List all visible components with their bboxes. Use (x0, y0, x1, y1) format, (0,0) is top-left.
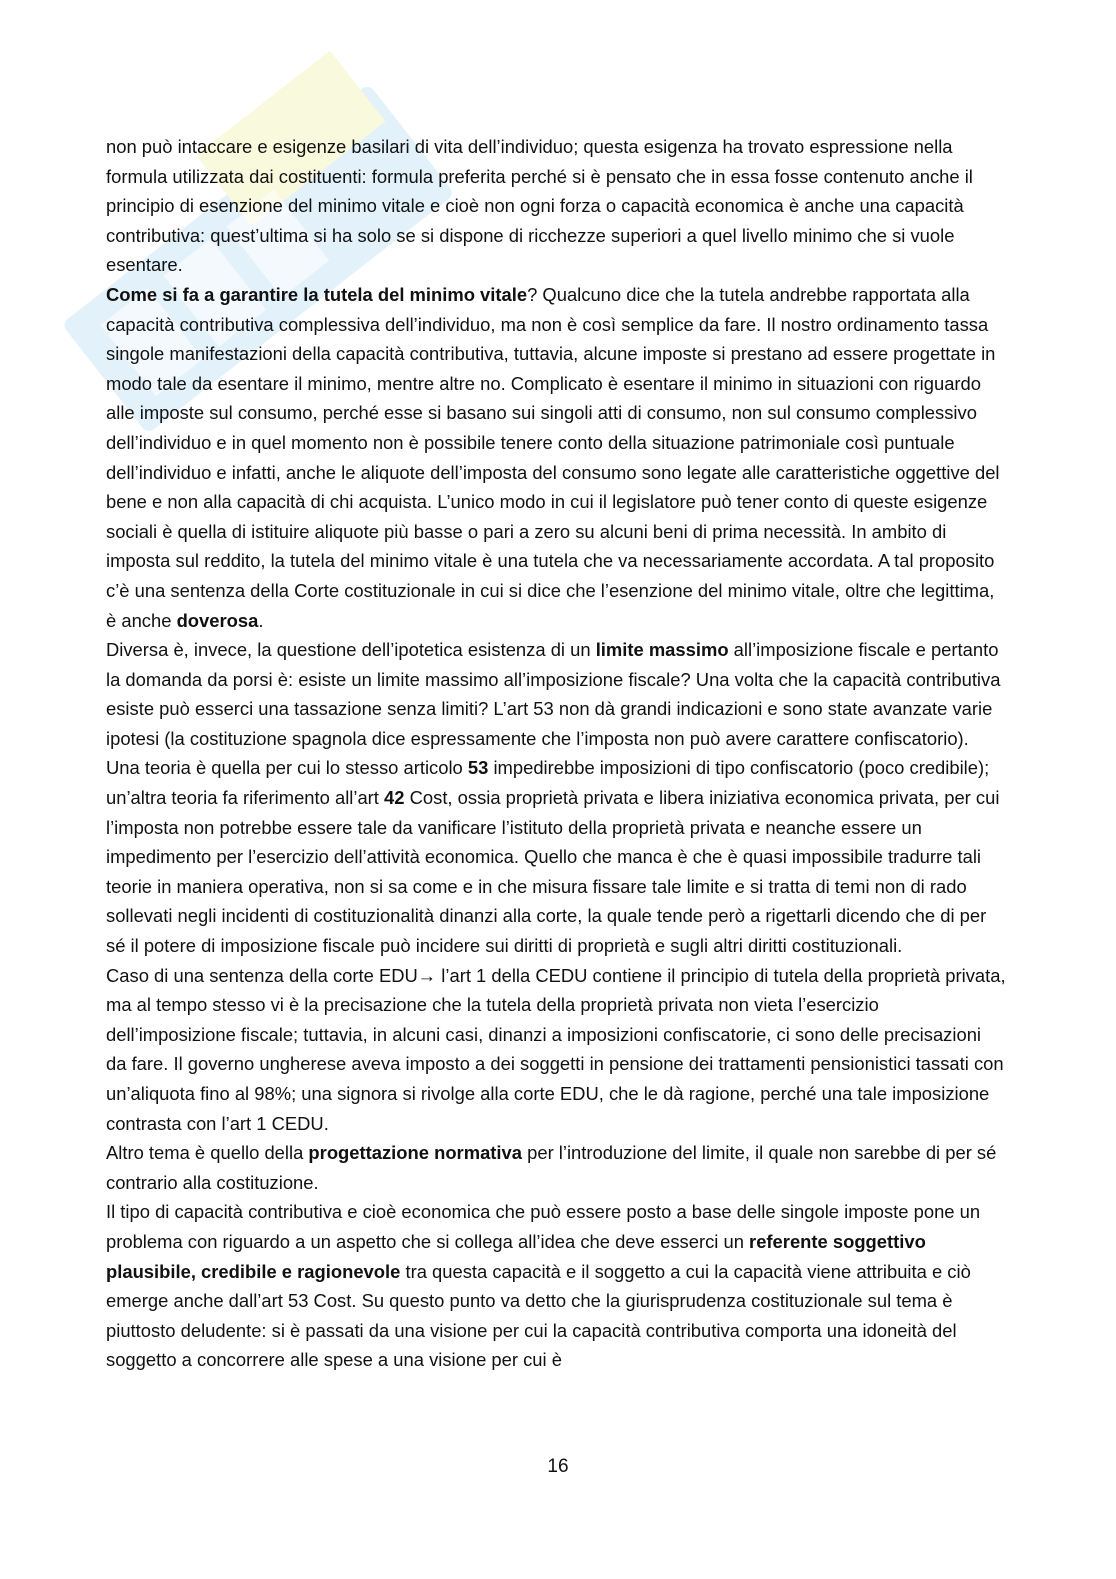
text-run: Il tipo di capacità contributiva e cioè economica che può essere posto a base delle singole imposte pone un problema con riguardo a un aspetto che si collega all’idea che deve esserci un (106, 1201, 981, 1252)
text-run: ? Qualcuno dice che la tutela andrebbe rapportata alla capacità contributiva complessiva dell’individuo, ma non è così semplice da fare. Il nostro ordinamento tassa singole manifestazioni della capacità contributiva, tuttavia, alcune imposte si prestano ad essere progettate in modo tale da esentare il minimo, mentre altre no. Complicato è esentare il minimo in situazioni con riguardo alle imposte sul consumo, perché esse si basano sui singoli atti di consumo, non sul consumo complessivo dell’individuo e in quel momento non è possibile tenere conto della situazione patrimoniale così puntuale dell’individuo e infatti, anche le aliquote dell’imposta del consumo sono legate alle caratteristiche oggettive del bene e non alla capacità di chi acquista. L’unico modo in cui il legislatore può tener conto di queste esigenze sociali è quella di istituire aliquote più basse o pari a zero su alcuni beni di prima necessità. In ambito di imposta sul reddito, la tutela del minimo vitale è una tutela che va necessariamente accordata. A tal proposito c’è una sentenza della Corte costituzionale in cui si dice che l’esenzione del minimo vitale, oltre che legittima, è anche (106, 283, 1000, 631)
paragraph (106, 1138, 1006, 1197)
text-run: Una teoria è quella per cui lo stesso articolo (106, 757, 468, 779)
text-run: Cost, ossia proprietà privata e libera iniziativa economica privata, per cui l’imposta non potrebbe essere tale da vanificare l’istituto della proprietà privata e neanche essere un impedimento per l’esercizio dell’attività economica. Quello che manca è che è quasi impossibile tradurre tali teorie in maniera operativa, non si sa come e in che misura fissare tale limite e si tratta di temi non di rado sollevati negli incidenti di costituzionalità dinanzi alla corte, la quale tende però a rigettarli dicendo che di per sé il potere di imposizione fiscale può incidere sui diritti di proprietà e sugli altri diritti costituzionali. (106, 787, 1000, 957)
paragraph (106, 1197, 1006, 1375)
text-run: non può intaccare e esigenze basilari di vita dell’individuo; questa esigenza ha trovato espressione nella formula utilizzata dai costituenti: formula preferita perché si è pensato che in essa fosse contenuto anche il principio di esenzione del minimo vitale e cioè non ogni forza o capacità economica è anche una capacità contributiva: quest’ultima si ha solo se si dispone di ricchezze superiori a quel livello minimo che si vuole esentare. (106, 136, 973, 276)
text-run: l’art 1 della CEDU contiene il principio di tutela della proprietà privata, ma al tempo stesso vi è la precisazione che la tutela della proprietà privata non vieta l’esercizio dell’imposizione fiscale; tuttavia, in alcuni casi, dinanzi a imposizioni confiscatorie, ci sono delle precisazioni da fare. Il governo ungherese aveva imposto a dei soggetti in pensione dei trattamenti pensionistici tassati con un’aliquota fino al 98%; una signora si rivolge alla corte EDU, che le dà ragione, perché una tale imposizione contrasta con l’art 1 CEDU. (106, 964, 1006, 1134)
document-body (106, 132, 1006, 1375)
paragraph (106, 132, 1006, 280)
bold-text: 53 (467, 757, 489, 779)
bold-text: referente soggettivo plausibile, credibile e ragionevole (106, 1230, 926, 1282)
page-number: 16 (547, 1456, 569, 1477)
bold-text: doverosa (176, 609, 259, 631)
text-run: all’imposizione fiscale e pertanto la domanda da porsi è: esiste un limite massimo all’imposizione fiscale? Una volta che la capacità contributiva esiste può esserci una tassazione senza limiti? L’art 53 non dà grandi indicazioni e sono state avanzate varie ipotesi (la costituzione spagnola dice espressamente che l’imposta non può avere carattere confiscatorio). (106, 639, 1001, 749)
text-run: . (258, 609, 264, 631)
text-run: Caso di una sentenza della corte EDU (106, 964, 418, 986)
bold-text: progettazione normativa (308, 1142, 522, 1164)
paragraph (106, 280, 1006, 635)
bold-text: Come si fa a garantire la tutela del minimo vitale (106, 283, 528, 305)
bold-text: → (417, 964, 437, 986)
paragraph (106, 753, 1006, 960)
bold-text: limite massimo (595, 639, 729, 661)
paragraph (106, 635, 1006, 753)
text-run: impedirebbe imposizioni di tipo confiscatorio (poco credibile); un’altra teoria fa riferimento all’art (106, 757, 990, 809)
text-run: tra questa capacità e il soggetto a cui la capacità viene attribuita e ciò emerge anche dall’art 53 Cost. Su questo punto va detto che la giurisprudenza costituzionale sul tema è piuttosto deludente: si è passati da una visione per cui la capacità contributiva comporta una idoneità del soggetto a concorrere alle spese a una visione per cui è (106, 1260, 971, 1371)
bold-text: 42 (384, 787, 405, 809)
text-run: Diversa è, invece, la questione dell’ipotetica esistenza di un (106, 639, 596, 661)
paragraph (106, 961, 1006, 1139)
text-run: per l’introduzione del limite, il quale non sarebbe di per sé contrario alla costituzione. (106, 1142, 997, 1193)
text-run: Altro tema è quello della (106, 1142, 309, 1164)
